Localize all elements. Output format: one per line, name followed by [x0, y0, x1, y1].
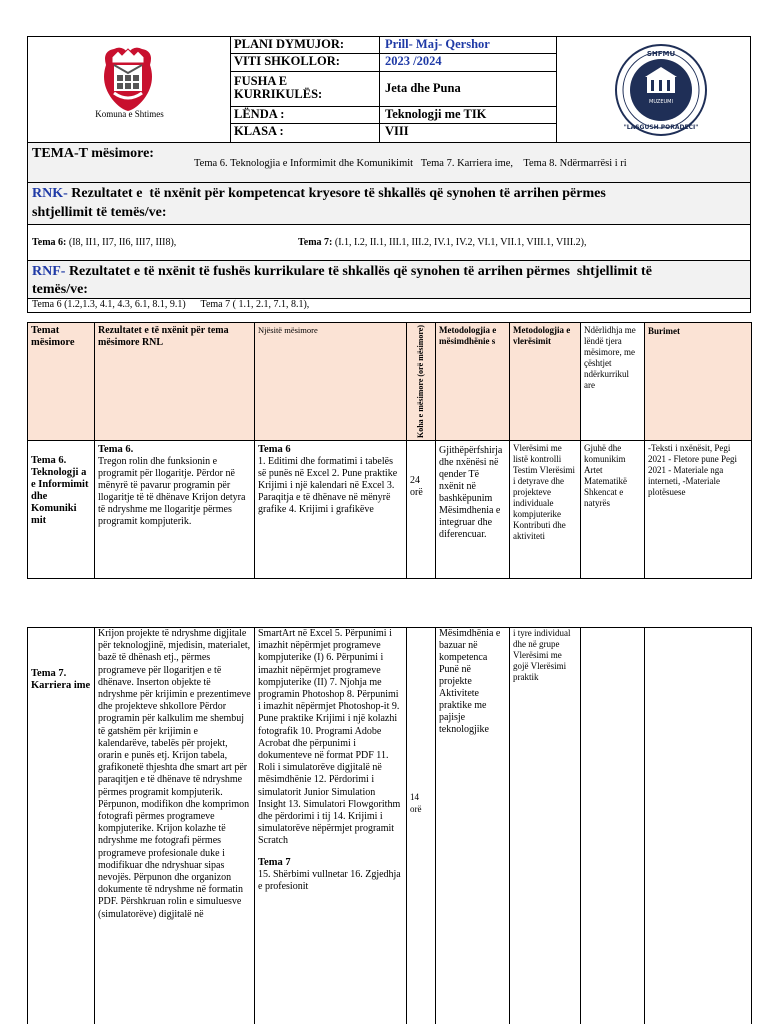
- info-key: FUSHA E KURRIKULËS:: [231, 72, 380, 106]
- info-key: LËNDA :: [231, 107, 380, 123]
- row2-metodologjia: Mësimdhënia e bazuar në kompetenca Punë në projekte Aktivitete praktike me pajisje teknologjike: [436, 628, 510, 1024]
- rnf-values: [27, 299, 751, 313]
- table-row: [28, 628, 752, 1024]
- rnk-tema6-values: (I8, II1, II7, II6, III7, III8),: [66, 237, 177, 248]
- row2-nderlidhja: [581, 628, 645, 1024]
- col-header-vleresimi: Metodologjia e vlerësimit: [510, 323, 581, 441]
- col-header-temat: Temat mësimore: [28, 323, 95, 441]
- rnk-title-cont: shtjellimit të temës/ve:: [32, 205, 167, 220]
- row2-njesi-t7: 15. Shërbimi vullnetar 16. Zgjedhja e profesionit: [258, 868, 401, 892]
- row2-rnl: Krijon projekte të ndryshme digjitale për teknologjinë, mjedisin, materialet, bazë të dhënash etj., përmes programeve për llogaritjen e të dhënave. Inserton objekte të ndryshme për krijimin e prezentimeve dhe projekteve shkollore Përdor programin për kalkulim me shembuj të gatshëm për krijimin e kalendarëve, tabelës për projekt, orarin e punës etj. Krijon tabela, grafikonetë thjeshta dhe smart art për paraqitjen e të dhënave të ndryshme përmes programit kompjuterik. Përpunon, modifikon dhe komprimon fotografi përmes programeve kompjuterike. Krijon kolazhe të ndryshme me fotografi përmes programeve profesionale duke i modifikuar dhe ndryshuar sipas nevojës. Përpunon dhe organizon dokumente të ndryshme në formatin PDF. Përshkruan rolin e simuluesve (simulatorëve) digjitalë në: [95, 628, 255, 1024]
- info-value: 2023 /2024: [385, 54, 442, 68]
- col-header-koha-cell: [407, 323, 436, 441]
- row1-burimet: -Teksti i nxënësit, Pegi 2021 - Fletore pune Pegi 2021 - Materiale nga interneti, -Materiale plotësuese: [645, 441, 752, 579]
- row2-koha: 14 orë: [407, 628, 436, 1024]
- rnf-subtext: Tema 6 (1.2,1.3, 4.1, 4.3, 6.1, 8.1, 9.1) Tema 7 ( 1.1, 2.1, 7.1, 8.1),: [32, 299, 310, 310]
- municipality-logo-cell: [28, 37, 231, 142]
- row1-rnl: Tregon rolin dhe funksionin e programit për llogaritje. Përdor në mënyrë të pavarur programin për llogaritje të të dhënave Krijon detyra të ndryshme me llogaritje përmes programit kompjuterik.: [98, 456, 246, 527]
- row2-burimet: [645, 628, 752, 1024]
- plan-table: [27, 322, 752, 579]
- rnf-title-cont: temës/ve:: [32, 282, 88, 297]
- row1-koha: 24 orë: [407, 441, 436, 579]
- col-header-nderlidhja: Ndërlidhja me lëndë tjera mësimore, me çështjet ndërkurrikul are: [581, 323, 645, 441]
- info-value: Jeta dhe Puna: [385, 81, 461, 95]
- row1-njesi-cell: [255, 441, 407, 579]
- municipality-coat-of-arms-icon: [92, 43, 164, 113]
- row1-rnl-title: Tema 6.: [98, 444, 134, 455]
- rnk-tema6-label: Tema 6:: [32, 237, 67, 248]
- table-header-row: [28, 323, 752, 441]
- row1-njesi: 1. Editimi dhe formatimi i tabelës së punës në Excel 2. Pune praktike Krijimi i një kalendari në Excel 3. Paraqitja e të dhënave në mënyrë grafike 4. Krijimi i grafikëve: [258, 456, 398, 515]
- row1-nderlidhja: Gjuhë dhe komunikim Artet Matematikë Shkencat e natyrës: [581, 441, 645, 579]
- table-row: [28, 441, 752, 579]
- rnk-title: Rezultatet e të nxënit për kompetencat kryesore të shkallës që synohen të arrihen përmes: [67, 186, 606, 201]
- rnf-title: Rezultatet e të nxënit të fushës kurrikulare të shkallës që synohen të arrihen përmes shtjellimit të: [65, 264, 652, 279]
- tema-band: [27, 143, 751, 183]
- seal-bottom-text: "LASGUSH PORADECI": [623, 124, 699, 131]
- row2-tema: Tema 7. Karriera ime: [28, 628, 95, 1024]
- tema-label: TEMA-T mësimore:: [32, 146, 154, 161]
- rnk-values: [27, 225, 751, 261]
- rnk-abbr: RNK-: [32, 186, 68, 201]
- school-seal-icon: [613, 43, 709, 137]
- info-value: Teknologji me TIK: [385, 107, 487, 121]
- rnk-tema7-values: (I.1, I.2, II.1, III.1, III.2, IV.1, IV.2, VI.1, VII.1, VIII.1, VIII.2),: [332, 237, 587, 248]
- info-row-year: [231, 54, 556, 72]
- row1-rnl-cell: [95, 441, 255, 579]
- plan-table-continued: [27, 627, 752, 1024]
- info-row-field: [231, 72, 556, 107]
- rnk-tema7-label: Tema 7:: [298, 237, 333, 248]
- seal-middle-text: MUZEUMI: [649, 99, 673, 105]
- row2-njesi-t7-title: Tema 7: [258, 856, 291, 868]
- seal-top-text: SHFMU: [646, 50, 676, 58]
- col-header-rnl: Rezultatet e të nxënit për tema mësimore RNL: [95, 323, 255, 441]
- info-key: VITI SHKOLLOR:: [231, 54, 380, 71]
- col-header-metodologjia: Metodologjia e mësimdhënie s: [436, 323, 510, 441]
- row2-njesi: SmartArt në Excel 5. Përpunimi i imazhit nëpërmjet programeve kompjuterike (I) 6. Përpunimi i imazhit nëpërmjet programeve kompjuterike (II) 7. Njohja me programin Photoshop 8. Përpunimi i imazhit nëpërmjet Photoshop-it 9. Pune praktike Krijimi i një kolazhi fotografik 10. Programi Adobe Acrobat dhe përpunimi i dokumenteve në format PDF 11. Roli i simulatorëve digjitalë në mësimdhënie 12. Përdorimi i simulatorit Junior Simulation Insight 13. Simulatori Flowgorithm dhe përdorimi i tij 14. Krijimi i simulatorëve nëpërmjet programit Scratch: [258, 628, 401, 847]
- row1-tema: Tema 6. Teknologji a e Informimit dhe Komuniki mit: [28, 441, 95, 579]
- municipality-name: Komuna e Shtimes: [95, 109, 164, 119]
- col-header-koha: Koha e mësimore (orë mësimore): [416, 325, 425, 438]
- info-row-subject: [231, 107, 556, 124]
- row1-njesi-title: Tema 6: [258, 444, 291, 455]
- info-row-plan: [231, 37, 556, 54]
- rnf-abbr: RNF-: [32, 264, 66, 279]
- row1-vleresimi: Vlerësimi me listë kontrolli Testim Vlerësimi i detyrave dhe projekteve individuale kompjuterike Kontributi dhe aktiviteti: [510, 441, 581, 579]
- rnk-heading: [27, 183, 751, 225]
- info-value: Prill- Maj- Qershor: [385, 37, 490, 51]
- row1-metodologjia: Gjithëpërfshirja dhe nxënësi në qender Të nxënit në bashkëpunim Mësimdhenia e integruar dhe diferencuar.: [436, 441, 510, 579]
- info-row-class: [231, 124, 556, 142]
- row2-vleresimi: i tyre individual dhe në grupe Vlerësimi me gojë Vlerësimi praktik: [510, 628, 581, 1024]
- school-seal-cell: [556, 37, 751, 142]
- info-value: VIII: [385, 124, 409, 138]
- tema-list: Tema 6. Teknologjia e Informimit dhe Komunikimit Tema 7. Karriera ime, Tema 8. Ndërmarrësi i ri: [194, 158, 627, 169]
- col-header-burimet: Burimet: [645, 323, 752, 441]
- info-key: KLASA :: [231, 124, 380, 142]
- plan-info-table: [231, 37, 556, 142]
- col-header-njesite: Njësitë mësimore: [255, 323, 407, 441]
- document-header: [27, 36, 751, 143]
- row2-njesi-cell: [255, 628, 407, 1024]
- rnf-heading: [27, 261, 751, 299]
- info-key: PLANI DYMUJOR:: [231, 37, 380, 53]
